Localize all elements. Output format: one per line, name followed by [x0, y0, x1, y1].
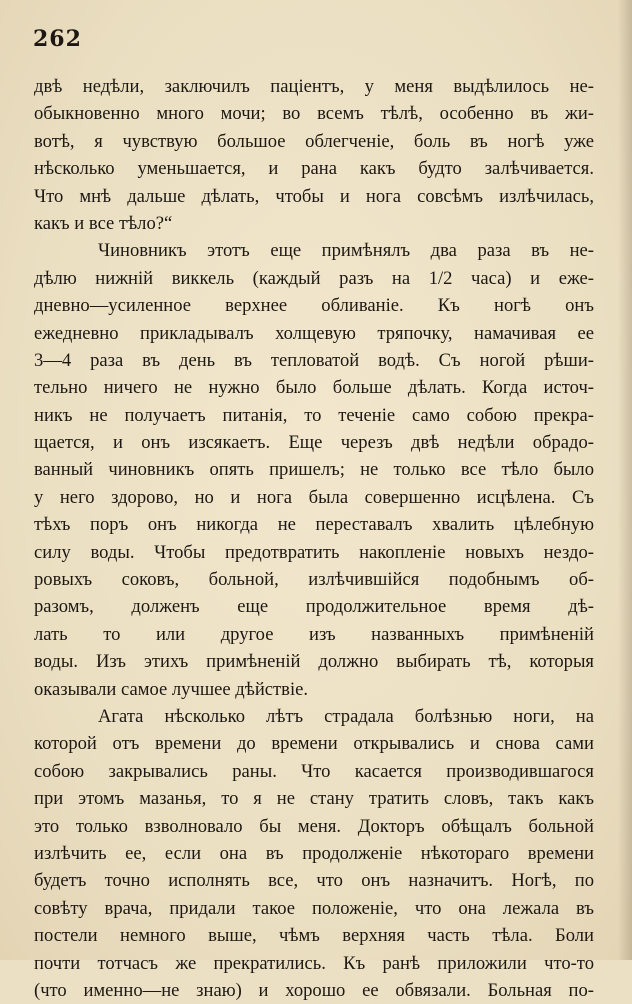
text-line: никъ не получаетъ питанія, то теченіе само собою прекра- — [34, 404, 594, 426]
text-line: силу воды. Чтобы предотвратить накопленіе новыхъ нездо- — [34, 541, 594, 563]
text-line: воды. Изъ этихъ примѣненій должно выбирать тѣ, которыя — [34, 651, 594, 673]
text-line: при этомъ мазанья, то я не стану тратить словъ, такъ какъ — [34, 788, 594, 810]
text-line: какъ и все тѣло?“ — [34, 212, 173, 234]
text-line: ровыхъ соковъ, больной, излѣчившійся подобнымъ об- — [34, 569, 594, 591]
text-line: дневно—усиленное верхнее обливаніе. Къ ногѣ онъ — [34, 295, 594, 317]
text-line: обыкновенно много мочи; во всемъ тѣлѣ, особенно въ жи- — [34, 103, 594, 125]
text-line: лать то или другое изъ названныхъ примѣненій — [34, 623, 594, 645]
text-line: собою закрывались раны. Что касается производившагося — [34, 760, 594, 782]
text-line: тельно ничего не нужно было больше дѣлать. Когда источ- — [34, 377, 594, 399]
text-line: Чиновникъ этотъ еще примѣнялъ два раза въ не- — [98, 240, 594, 262]
text-line: Агата нѣсколько лѣтъ страдала болѣзнью ноги, на — [98, 705, 594, 727]
text-line: почти тотчасъ же прекратились. Къ ранѣ приложили что-то — [34, 952, 594, 974]
text-line: дѣлю нижній виккель (каждый разъ на 1/2 часа) и еже- — [34, 267, 594, 289]
text-line: тѣхъ поръ онъ никогда не переставалъ хвалить цѣлебную — [34, 514, 594, 536]
text-line: (что именно—не знаю) и хорошо ее обвязали. Больная по- — [34, 979, 594, 1001]
page-number: 262 — [33, 26, 82, 52]
text-line: которой отъ времени до времени открывались и снова сами — [34, 733, 594, 755]
text-line: оказывали самое лучшее дѣйствіе. — [34, 678, 309, 700]
text-line: щается, и онъ изсякаетъ. Еще черезъ двѣ недѣли обрадо- — [34, 432, 594, 454]
text-line: это только взволновало бы меня. Докторъ обѣщалъ больной — [34, 815, 594, 837]
text-line: совѣту врача, придали такое положеніе, что она лежала въ — [34, 897, 594, 919]
text-line: вотѣ, я чувствую большое облегченіе, боль въ ногѣ уже — [34, 130, 594, 152]
text-line: Что мнѣ дальше дѣлать, чтобы и нога совсѣмъ излѣчилась, — [34, 185, 594, 207]
text-line: двѣ недѣли, заключилъ паціентъ, у меня выдѣлилось не- — [34, 76, 594, 97]
text-line: у него здорово, но и нога была совершенно исцѣлена. Съ — [34, 486, 594, 508]
page-edge-shadow — [618, 0, 632, 960]
text-line: излѣчить ее, если она въ продолженіе нѣкотораго времени — [34, 842, 594, 864]
text-line: нѣсколько уменьшается, и рана какъ будто залѣчивается. — [34, 158, 594, 180]
body-text — [34, 73, 594, 1004]
text-line: 3—4 раза въ день въ тепловатой водѣ. Съ ногой рѣши- — [34, 349, 594, 371]
text-line: постели немного выше, чѣмъ верхняя часть тѣла. Боли — [34, 925, 594, 947]
text-line: будетъ точно исполнять все, что онъ назначитъ. Ногѣ, по — [34, 870, 594, 892]
text-line: ванный чиновникъ опять пришелъ; не только все тѣло было — [34, 459, 594, 481]
text-line: разомъ, долженъ еще продолжительное время дѣ- — [34, 596, 594, 618]
text-line: ежедневно прикладывалъ холщевую тряпочку, намачивая ее — [34, 322, 594, 344]
